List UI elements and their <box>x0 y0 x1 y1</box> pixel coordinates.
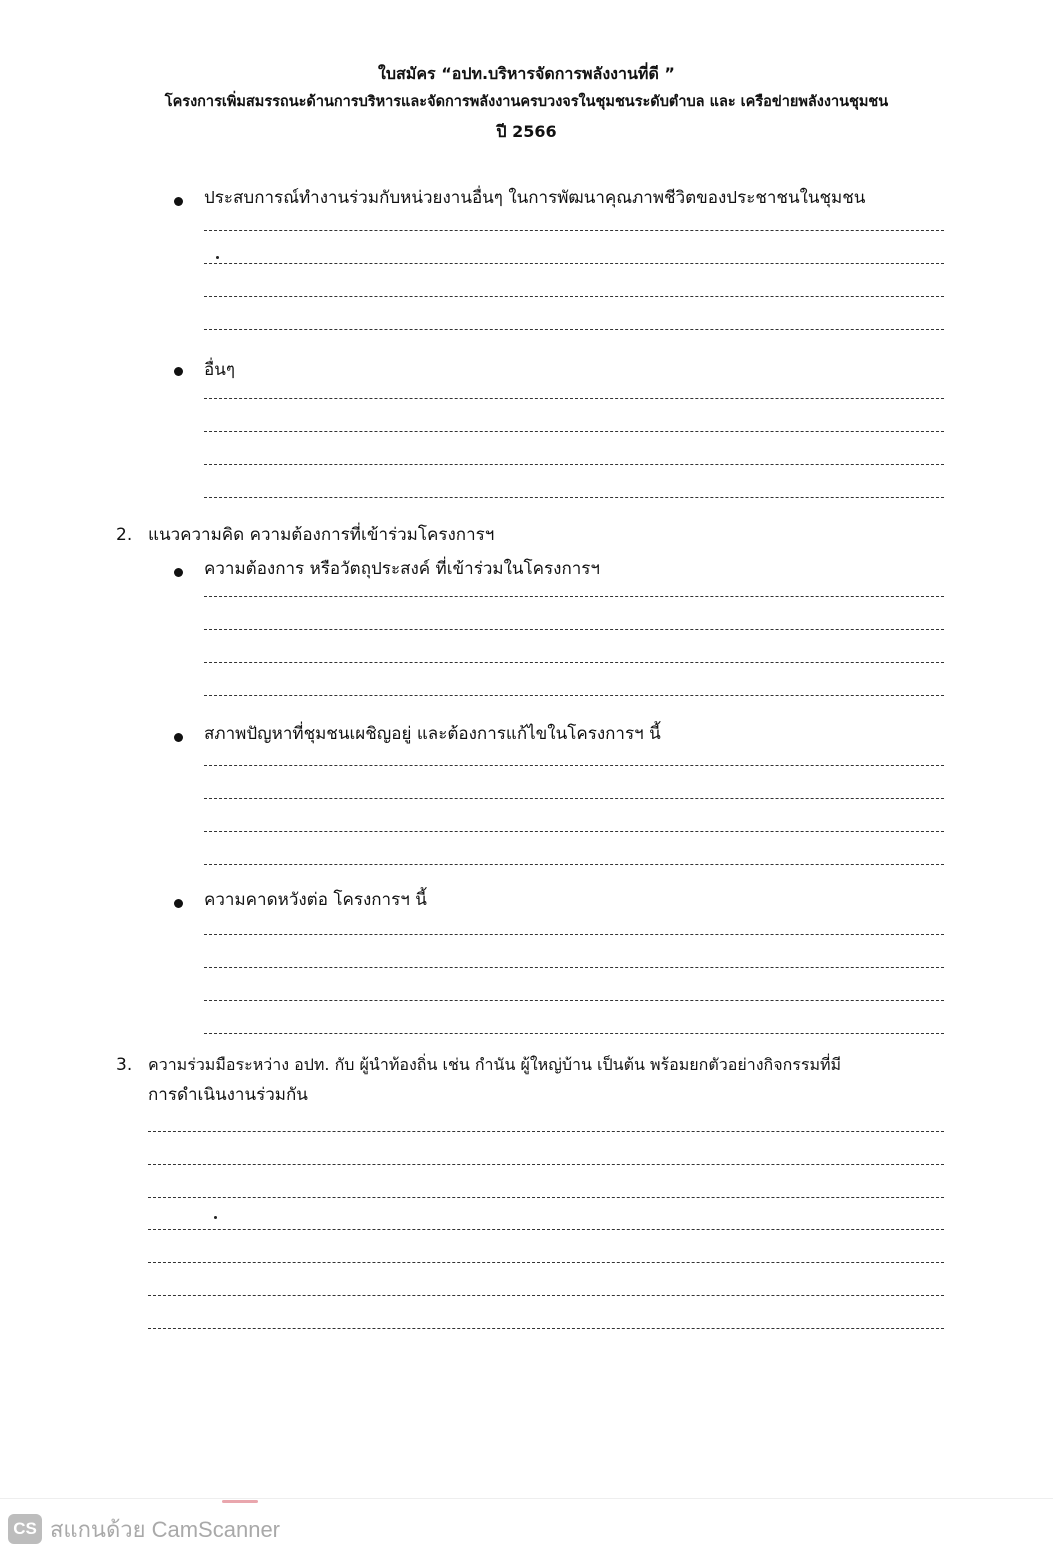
answer-line <box>148 1295 944 1296</box>
answer-line <box>204 596 944 597</box>
scan-color-mark <box>222 1500 258 1503</box>
answer-line <box>204 831 944 832</box>
bullet-expectation-label: ความคาดหวังต่อ โครงการฯ นี้ <box>204 890 427 910</box>
answer-line <box>148 1164 944 1165</box>
answer-line <box>148 1262 944 1263</box>
answer-line <box>204 329 944 330</box>
bullet-others-label: อื่นๆ <box>204 360 235 380</box>
answer-line <box>204 662 944 663</box>
scan-edge-line <box>0 1498 1053 1499</box>
answer-line <box>204 864 944 865</box>
bullet-dot <box>174 568 183 577</box>
answer-line <box>204 798 944 799</box>
answer-line <box>148 1131 944 1132</box>
answer-line <box>204 497 944 498</box>
camscanner-logo-icon: CS <box>8 1514 42 1544</box>
answer-line <box>204 934 944 935</box>
bullet-dot <box>174 197 183 206</box>
year-label: ปี 2566 <box>496 122 557 141</box>
bullet-dot <box>174 367 183 376</box>
section-3-heading <box>116 1054 841 1076</box>
answer-line <box>204 1033 944 1034</box>
answer-line <box>204 398 944 399</box>
section-2-title: แนวความคิด ความต้องการที่เข้าร่วมโครงการฯ <box>148 525 495 545</box>
answer-line <box>204 230 944 231</box>
answer-line <box>204 263 944 264</box>
answer-line <box>204 1000 944 1001</box>
section-2-number: 2. <box>116 525 133 545</box>
bullet-problem-label: สภาพปัญหาที่ชุมชนเผชิญอยู่ และต้องการแก้ไขในโครงการฯ นี้ <box>204 724 661 744</box>
answer-line <box>204 629 944 630</box>
answer-line <box>148 1197 944 1198</box>
section-3-title-line2: การดำเนินงานร่วมกัน <box>148 1085 308 1105</box>
answer-line <box>204 431 944 432</box>
section-2-heading <box>116 524 494 546</box>
camscanner-watermark <box>8 1512 280 1546</box>
answer-line <box>148 1229 944 1230</box>
camscanner-text: สแกนด้วย CamScanner <box>50 1516 281 1542</box>
form-title: ใบสมัคร “อปท.บริหารจัดการพลังงานที่ดี ” <box>378 64 675 83</box>
answer-line <box>204 967 944 968</box>
scan-speck <box>216 256 219 259</box>
answer-line <box>148 1328 944 1329</box>
answer-line <box>204 695 944 696</box>
section-3-title-line1: ความร่วมมือระหว่าง อปท. กับ ผู้นำท้องถิ่น เช่น กำนัน ผู้ใหญ่บ้าน เป็นต้น พร้อมยกตัวอย่างกิจกรรมที่มี <box>148 1055 842 1074</box>
project-title: โครงการเพิ่มสมรรถนะด้านการบริหารและจัดการพลังงานครบวงจรในชุมชนระดับตำบล และ เครือข่ายพลังงานชุมชน <box>164 94 889 110</box>
bullet-dot <box>174 733 183 742</box>
bullet-dot <box>174 899 183 908</box>
scan-speck <box>214 1216 217 1219</box>
answer-line <box>204 296 944 297</box>
answer-line <box>204 765 944 766</box>
section-3-number: 3. <box>116 1055 133 1075</box>
bullet-experience-label: ประสบการณ์ทำงานร่วมกับหน่วยงานอื่นๆ ในการพัฒนาคุณภาพชีวิตของประชาชนในชุมชน <box>204 188 866 208</box>
bullet-objective-label: ความต้องการ หรือวัตถุประสงค์ ที่เข้าร่วมในโครงการฯ <box>204 559 600 579</box>
answer-line <box>204 464 944 465</box>
